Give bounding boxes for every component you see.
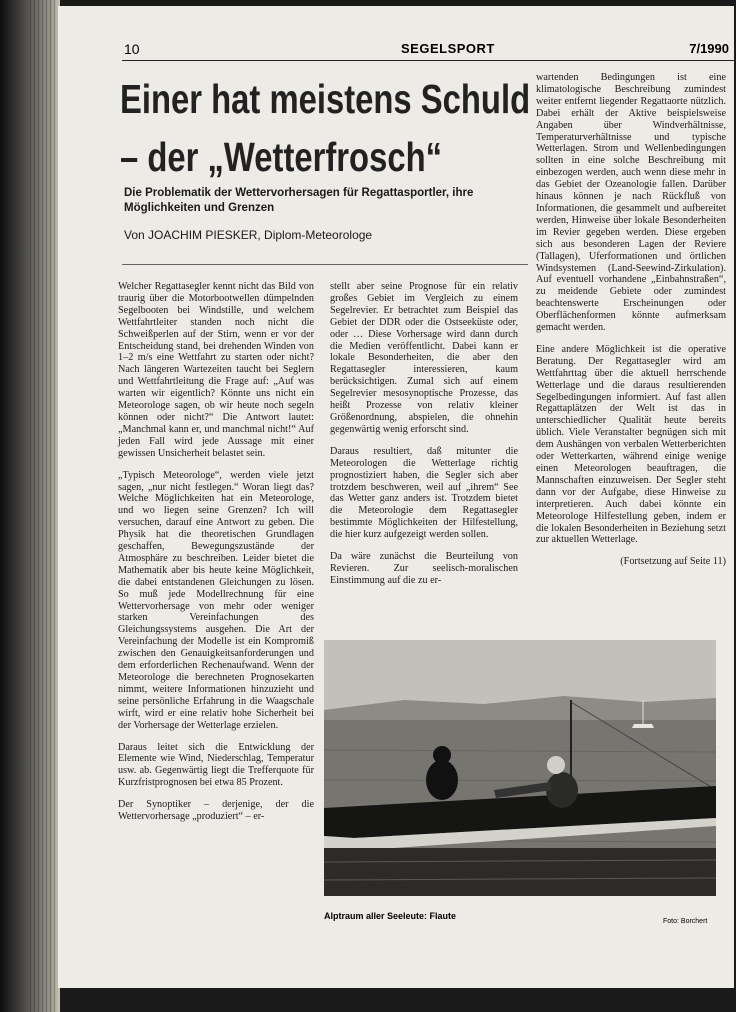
title-line-1: Einer hat meistens Schuld	[120, 76, 531, 122]
article-author: Von JOACHIM PIESKER, Diplom-Meteorologe	[124, 228, 373, 242]
article-title	[120, 70, 531, 186]
sailing-photo	[324, 640, 716, 896]
title-line-2: – der „Wetterfrosch“	[120, 134, 443, 180]
paragraph: Da wäre zunächst die Beurteilung von Revieren. Zur seelisch-moralischen Einstimmung auf die zu er-	[330, 551, 518, 586]
page-number: 10	[124, 41, 140, 57]
article-subtitle: Die Problematik der Wettervorhersagen für Regattasportler, ihre Möglichkeiten und Grenzen	[124, 187, 474, 214]
paragraph: Welcher Regattasegler kennt nicht das Bild von traurig über die Motorbootwellen dümpelnden Segelbooten bei Windstille, und welchem Wettfahrtleiter standen noch nicht die Schweißperlen auf der Stirn, wenn er vor der Entscheidung stand, bei drehenden Winden von 1–2 m/s eine Wettfahrt zu starten oder nicht? Nach längeren Wartezeiten taucht bei Seglern und Wettfahrtleitung die Frage auf: „Auf was warten wir eigentlich? Könnte uns nicht ein Meteorologe sagen, ob wir heute noch segeln können oder nicht?“ Die Antwort lautet: „Manchmal kann er, und manchmal nicht!“ Auf jeden Fall wird jede Aussage mit einer gewissen Unsicherheit belastet sein.	[118, 281, 314, 459]
paragraph: wartenden Bedingungen ist eine klimatologische Beschreibung zumindest weiter entfernt liegender Regattaorte nützlich. Dabei erhält der Aktive beispielsweise Angaben über Windverhältnisse, Temperaturverhältnisse und typische Wetterlagen. Strom und Wellenbedingungen sollten in eine solche Beschreibung mit einbezogen werden, auch wenn diese mehr in das Gebiet der Ozeanologie fallen. Darüber hinaus können je nach Rückfluß von Informationen, die gesammelt und aufbereitet werden, Hinweise über lokale Besonderheiten im Revier gegeben werden. Diese ergeben sich aus besonderen Lagen der Reviere (Tallagen), Uferformationen und örtlichen Windsystemen (Land-Seewind-Zirkulation). Auf eventuell vorhandene „Einbahnstraßen“, zu meidende Gebiete oder zumindest beachtenswerte Erscheinungen oder Oberflächenformen könnte aufmerksam gemacht werden.	[536, 72, 726, 334]
intro-rule	[122, 264, 528, 265]
magazine-page	[58, 6, 734, 988]
continuation-note: (Fortsetzung auf Seite 11)	[620, 556, 726, 568]
paragraph: Daraus resultiert, daß mitunter die Meteorologen die Wetterlage richtig prognostiziert haben, die Segler sich aber trotzdem beschweren, weil auf „ihrem“ See das Wetter ganz anders ist. Trotzdem bietet die Meteorologie dem Regattasegler bestimmte Möglichkeiten der Hilfestellung, die hier kurz aufgezeigt werden sollen.	[330, 445, 518, 541]
paragraph: stellt aber seine Prognose für ein relativ großes Gebiet im Vergleich zu einem Segelrevier. Er betrachtet zum Beispiel das Gebiet der DDR oder die Ostseeküste oder, oder … Diese Vorhersage wird dann durch die Medien veröffentlicht. Dabei kann er lokale Besonderheiten, die aber den Regattasegler interessieren, kaum berücksichtigen. Zumal sich auf einem Segelrevier mesosynoptische Prozesse, das heißt Prozesse von relativ kleiner Größenordnung, abspielen, die ohnehin gegenwärtig wenig erforscht sind.	[330, 281, 518, 435]
text-column-1	[118, 281, 314, 833]
text-column-2	[330, 281, 518, 597]
paragraph: „Typisch Meteorologe“, werden viele jetzt sagen, „nur nicht festlegen.“ Woran liegt das? Welche Möglichkeiten hat ein Meteorologe, und wo liegen seine Grenzen? Ich will versuchen, darauf eine Antwort zu geben. Die Physik hat die theoretischen Grundlagen geschaffen, Bewegungszustände der Atmosphäre zu beschreiben. Leider bietet die Mathematik aber bis heute keine Möglichkeit, die dabei entstandenen Gleichungen zu lösen. So muß jede Modellrechnung für eine Wettervorhersage von mehr oder weniger starken Vereinfachungen des Gleichungssystems ausgehen. Die Art der Vereinfachung der Modelle ist ein Kompromiß zwischen den Genauigkeitsanforderungen und dem erforderlichen Rechenaufwand. Wenn der Meteorologe die berechneten Prognosekarten nimmt, weitere Informationen hinzuzieht und seine persönliche Erfahrung in die Waagschale wirft, wird er eine relativ hohe Sicherheit bei der Vorhersage der Wetterlage erzielen.	[118, 469, 314, 731]
sailboat-image	[324, 640, 716, 896]
text-column-3	[536, 72, 726, 578]
header-rule	[122, 60, 734, 61]
paragraph: Der Synoptiker – derjenige, der die Wettervorhersage „produziert“ – er-	[118, 799, 314, 823]
paragraph: Daraus leitet sich die Entwicklung der Elemente wie Wind, Niederschlag, Temperatur usw. ab. Gegenwärtig liegt die Trefferquote für Kurzfristprognosen bei etwa 85 Prozent.	[118, 741, 314, 789]
paragraph: Eine andere Möglichkeit ist die operative Beratung. Der Regattasegler wird am Wettfahrttag über die aktuell herrschende Wetterlage und die daraus resultierenden Segelbedingungen informiert. Auf fast allen Regattaplätzen der Welt ist das in unterschiedlicher Qualität heute bereits üblich. Viele Veranstalter begnügen sich mit dem Aushängen von verbalen Wetterberichten oder Wetterkarten, während einige wenige einen Meteorologen beauftragen, die Mannschaften einzuweisen. Der Segler steht dann vor der Aufgabe, diese Hinweise zu interpretieren. Auch dabei könnte ein Meteorologe Hilfestellung geben, indem er die lokalen Besonderheiten in Beziehung setzt zur aktuellen Wetterlage.	[536, 343, 726, 546]
issue-number: 7/1990	[689, 41, 729, 56]
photo-caption: Alptraum aller Seeleute: Flaute	[324, 911, 457, 921]
page-edges	[30, 0, 58, 1012]
photo-credit: Foto: Borchert	[663, 918, 708, 925]
magazine-name: SEGELSPORT	[401, 41, 495, 56]
page-header	[58, 41, 734, 61]
